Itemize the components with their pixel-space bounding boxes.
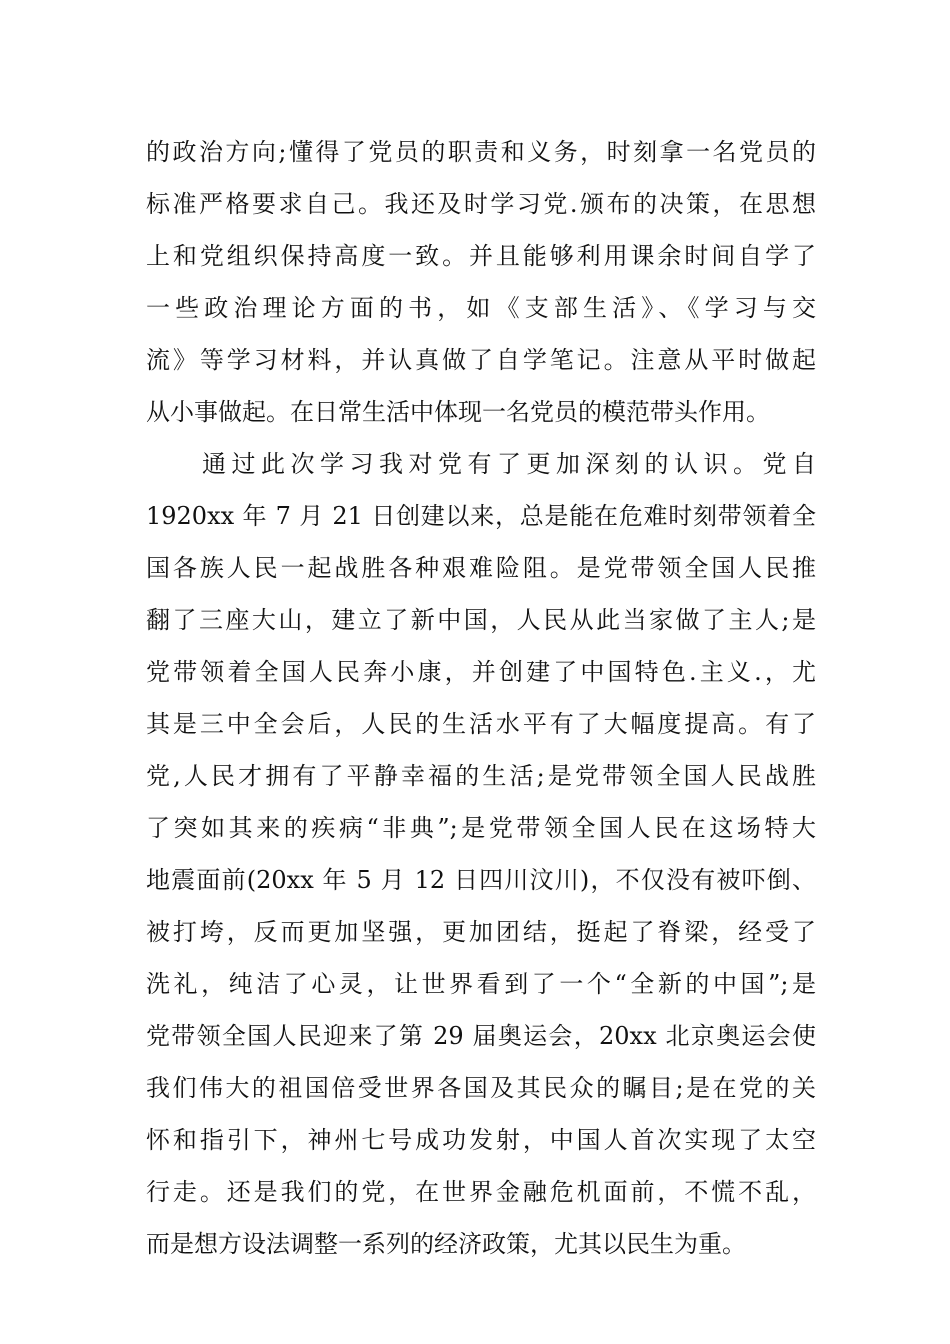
- text-line: 国各族人民一起战胜各种艰难险阻。是党带领全国人民推: [146, 554, 816, 582]
- text-line: 了突如其来的疾病“非典”;是党带领全国人民在这场特大: [146, 814, 816, 842]
- text-line: 行走。还是我们的党，在世界金融危机面前，不慌不乱，: [146, 1178, 816, 1206]
- text-line: 上和党组织保持高度一致。并且能够利用课余时间自学了: [146, 242, 816, 270]
- text-line: 其是三中全会后，人民的生活水平有了大幅度提高。有了: [146, 710, 816, 738]
- text-line: 而是想方设法调整一系列的经济政策，尤其以民生为重。: [146, 1230, 746, 1258]
- text-line: 的政治方向;懂得了党员的职责和义务，时刻拿一名党员的: [146, 138, 816, 166]
- body-text: [146, 126, 816, 1270]
- text-line: 怀和指引下，神州七号成功发射，中国人首次实现了太空: [146, 1126, 816, 1154]
- paragraph-end-line: 从小事做起。在日常生活中体现一名党员的模范带头作用。: [146, 398, 770, 426]
- text-line: 党,人民才拥有了平静幸福的生活;是党带领全国人民战胜: [146, 762, 816, 790]
- text-line: 翻了三座大山，建立了新中国，人民从此当家做了主人;是: [146, 606, 816, 634]
- text-line: 流》等学习材料，并认真做了自学笔记。注意从平时做起: [146, 346, 816, 374]
- text-line: 我们伟大的祖国倍受世界各国及其民众的瞩目;是在党的关: [146, 1074, 816, 1102]
- text-line: 被打垮，反而更加坚强，更加团结，挺起了脊梁，经受了: [146, 918, 816, 946]
- text-line: 1920xx 年 7 月 21 日创建以来，总是能在危难时刻带领着全: [146, 502, 816, 530]
- text-line: 党带领全国人民迎来了第 29 届奥运会，20xx 北京奥运会使: [146, 1022, 816, 1050]
- text-line: 地震面前(20xx 年 5 月 12 日四川汶川)，不仅没有被吓倒、: [146, 866, 816, 894]
- paragraph-start-line: 通过此次学习我对党有了更加深刻的认识。党自: [202, 450, 816, 478]
- text-line: 党带领着全国人民奔小康，并创建了中国特色.主义.，尤: [146, 658, 816, 686]
- text-line: 一些政治理论方面的书，如《支部生活》、《学习与交: [146, 294, 816, 322]
- text-line: 洗礼，纯洁了心灵，让世界看到了一个“全新的中国”;是: [146, 970, 816, 998]
- text-line: 标准严格要求自己。我还及时学习党.颁布的决策，在思想: [146, 190, 816, 218]
